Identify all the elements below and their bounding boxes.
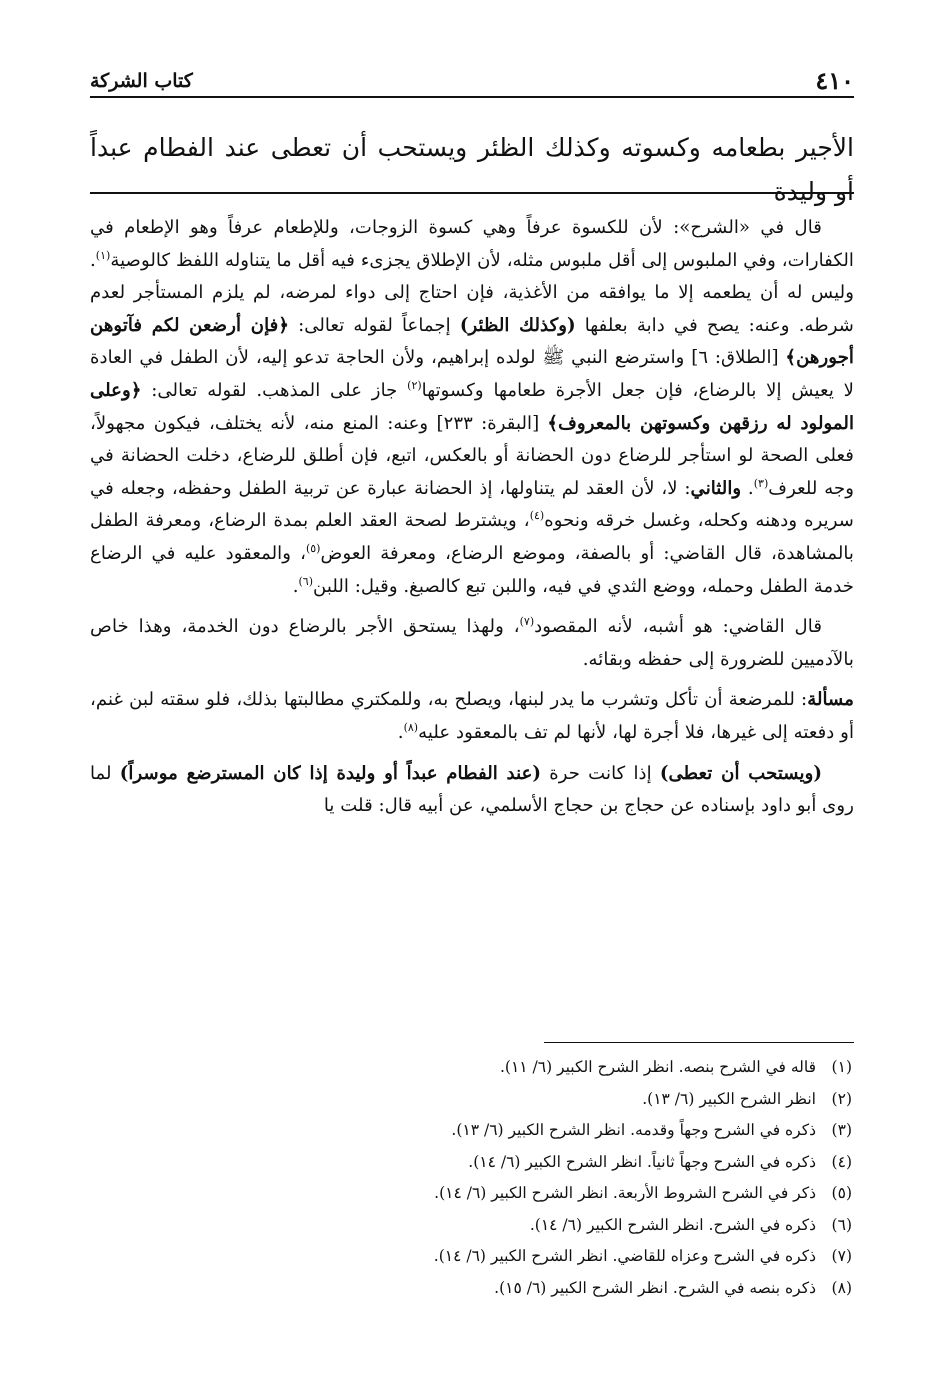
paragraph-3: [90, 684, 854, 749]
quran-verse: ﴿فإن أرضعن لكم فآتوهن أجورهن﴾: [90, 314, 854, 369]
footnote-text: ذكره بنصه في الشرح. انظر الشرح الكبير (٦/ ١٥).: [494, 1278, 816, 1297]
footnote-text: ذكره في الشرح وجهاً وقدمه. انظر الشرح الكبير (٦/ ١٣).: [451, 1121, 816, 1139]
footnote-number: (٨): [831, 1278, 852, 1297]
text-span: . وليس له أن يطعمه إلا ما يوافقه من الأغذية، فإن احتاج إلى دواء لمرضه، لم يلزم المستأجر لعدم شرطه. وعنه: يصح في دابة بعلفها: [90, 249, 854, 336]
footnotes: [90, 1052, 852, 1304]
footnote-3: [90, 1115, 852, 1147]
commentary-body: [90, 212, 854, 831]
text-span: إذا كانت حرة: [541, 762, 660, 784]
text-span: [الطلاق: ٦] واسترضع النبي ﷺ لولده إبراهيم، ولأن الحاجة تدعو إليه، لأن الطفل في العادة لا يعيش إلا بالرضاع، فإن جعل الأجرة طعامها وكسوتها: [90, 347, 855, 401]
footnote-5: [90, 1178, 852, 1210]
text-span: ، ولهذا يستحق الأجر بالرضاع دون الخدمة، وهذا خاص بالآدميين للضرورة إلى حفظه وبقائه.: [90, 616, 854, 670]
footnote-text: ذكره في الشرح. انظر الشرح الكبير (٦/ ١٤).: [529, 1215, 816, 1234]
footnote-text: ذكره في الشرح وجهاً ثانياً. انظر الشرح الكبير (٦/ ١٤).: [468, 1152, 816, 1171]
footnote-number: (٦): [831, 1215, 852, 1234]
footnote-ref-8[interactable]: (٨): [403, 720, 419, 734]
footnote-1: [90, 1052, 852, 1084]
matn-divider: [90, 192, 854, 194]
text-span: .: [741, 477, 754, 499]
footnote-ref-4[interactable]: (٤): [529, 509, 545, 523]
footnote-number: (٣): [831, 1121, 852, 1139]
footnote-6: [90, 1210, 852, 1242]
footnote-ref-2[interactable]: (٢): [407, 378, 422, 392]
text-span: : للمرضعة أن تأكل وتشرب ما يدر لبنها، ويصلح به، وللمكتري مطالبتها بذلك، فلو سقته لبن غنم، أو دفعته إلى غيرها، فلا أجرة لها، لأنها لم تف بالمعقود عليه: [90, 689, 854, 743]
text-span: ، ويشترط لصحة العقد العلم بمدة الرضاع، ومعرفة الطفل بالمشاهدة، قال القاضي: أو بالصفة، وموضع الرضاع، ومعرفة العوض: [90, 510, 854, 564]
footnote-ref-6[interactable]: (٦): [298, 574, 313, 588]
footnote-number: (٥): [831, 1184, 852, 1202]
matn-text: الأجير بطعامه وكسوته وكذلك الظئر ويستحب أن تعطى عند الفطام عبداً أو وليدة: [90, 133, 854, 206]
text-span: لما روى أبو داود بإسناده عن حجاج بن حجاج الأسلمي، عن أبيه قال: قلت يا: [90, 762, 854, 817]
footnote-4: [90, 1147, 852, 1179]
footnote-number: (١): [831, 1058, 852, 1076]
page-header: [90, 62, 854, 98]
paragraph-2: [90, 611, 854, 676]
footnote-ref-7[interactable]: (٧): [519, 615, 535, 629]
matn-quote: (عند الفطام عبداً أو وليدة إذا كان المسترضع موسراً): [119, 762, 542, 784]
bold-term: والثاني: [690, 477, 742, 499]
text-span: .: [397, 721, 404, 743]
footnote-ref-5[interactable]: (٥): [305, 541, 321, 555]
paragraph-4: [90, 758, 854, 823]
bold-term: مسألة: [807, 689, 854, 711]
footnote-text: قاله في الشرح بنصه. انظر الشرح الكبير (٦/ ١١).: [499, 1058, 816, 1076]
footnote-ref-3[interactable]: (٣): [753, 476, 769, 490]
text-span: جاز على المذهب. لقوله تعالى:: [141, 379, 408, 401]
footnote-7: [90, 1241, 852, 1273]
footnote-2: [90, 1084, 852, 1116]
text-span: [البقرة: ٢٣٣] وعنه: المنع منه، لأنه يختلف، فيكون مجهولاً، فعلى الصحة لو استأجر للرضاع دون الحضانة أو بالعكس، اتبع، فإن أطلق للرضاع، دخلت الحضانة في وجه للعرف: [90, 412, 854, 499]
text-span: ، والمعقود عليه في الرضاع خدمة الطفل وحمله، ووضع الثدي في فيه، واللبن تبع كالصبغ. وقيل: اللبن: [90, 542, 854, 597]
footnote-ref-1[interactable]: (١): [95, 248, 111, 262]
matn-quote: (وكذلك الظئر): [459, 314, 576, 336]
text-span: : لا، لأن العقد لم يتناولها، إذ الحضانة عبارة عن تربية الطفل وحفظه، وجعله في سريره ودهنه وكحله، وغسل خرقه ونحوه: [90, 477, 854, 532]
footnote-divider: [544, 1042, 854, 1043]
text-span: إجماعاً لقوله تعالى:: [288, 314, 460, 336]
text-span: قال في «الشرح»: لأن للكسوة عرفاً وهي كسوة الزوجات، وللإطعام عرفاً وهو الإطعام في الكفارات، وفي الملبوس إلى أقل ملبوس مثله، لأن الإطلاق يجزىء فيه أقل ما يتناوله اللفظ كالوصية: [90, 217, 854, 271]
footnote-text: ذكره في الشرح وعزاه للقاضي. انظر الشرح الكبير (٦/ ١٤).: [433, 1247, 816, 1265]
footnote-number: (٧): [831, 1247, 852, 1265]
text-span: .: [292, 575, 299, 597]
footnote-text: انظر الشرح الكبير (٦/ ١٣).: [642, 1089, 816, 1108]
footnote-number: (٢): [831, 1089, 852, 1108]
footnote-8: [90, 1273, 852, 1305]
quran-verse: ﴿وعلى المولود له رزقهن وكسوتهن بالمعروف﴾: [90, 379, 855, 434]
book-title: كتاب الشركة: [90, 70, 193, 92]
footnote-number: (٤): [831, 1152, 852, 1171]
matn-quote: (ويستحب أن تعطى): [659, 762, 822, 784]
page-number: ٤١٠: [815, 66, 854, 95]
paragraph-1: [90, 212, 854, 603]
footnote-text: ذكر في الشرح الشروط الأربعة. انظر الشرح الكبير (٦/ ١٤).: [434, 1184, 816, 1202]
text-span: قال القاضي: هو أشبه، لأنه المقصود: [534, 616, 823, 638]
